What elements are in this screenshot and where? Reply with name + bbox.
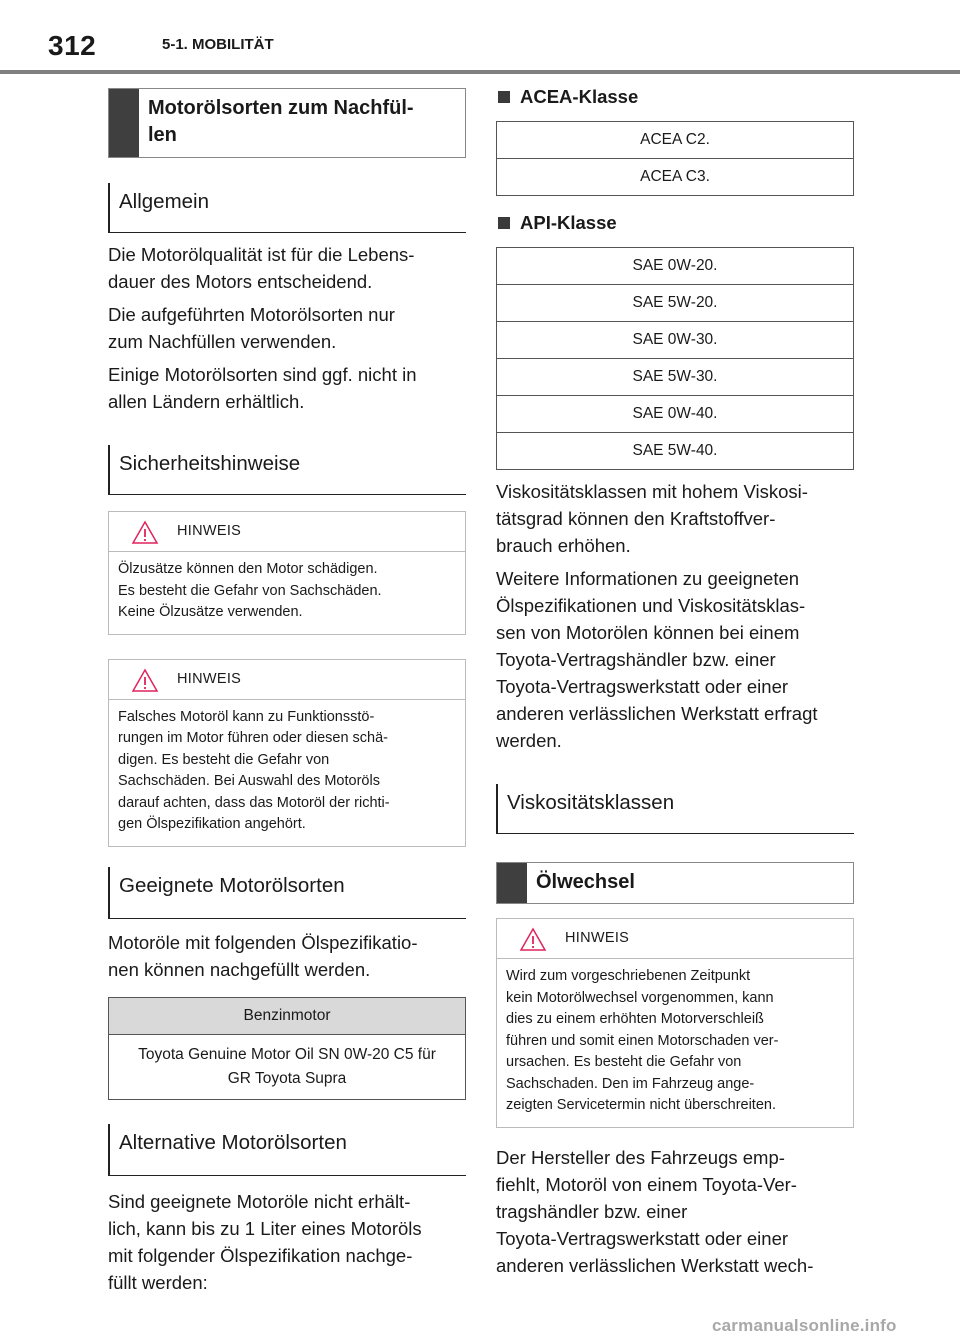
acea-table [496, 121, 854, 196]
bullet-square [498, 217, 510, 229]
petrol-engine-table [108, 997, 466, 1100]
table-row: ACEA C2. [640, 131, 710, 148]
suitable-oils-paragraph: Motoröle mit folgenden Ölspezifikatio- nen können nachgefüllt werden. [108, 931, 418, 980]
table-row: SAE 0W-20. [632, 257, 718, 274]
watermark: carmanualsonline.info [712, 1316, 897, 1335]
warning-icon [131, 520, 159, 545]
viscosity-heading: Viskositätsklassen [496, 784, 854, 834]
right-column [496, 86, 854, 1279]
table-cell: Toyota Genuine Motor Oil SN 0W-20 C5 für GR Toyota Supra [109, 1034, 465, 1099]
main-heading-box [108, 88, 466, 158]
notice-title: HINWEIS [565, 930, 630, 946]
general-paragraph-3: Einige Motorölsorten sind ggf. nicht in allen Ländern erhältlich. [108, 364, 417, 412]
notice-box [496, 918, 854, 1128]
header-divider [0, 70, 960, 74]
notice-text: Falsches Motoröl kann zu Funktionsstö- rungen im Motor führen oder diesen schä- digen. Es besteht die Gefahr von Sachschäden. Bei Auswahl des Motoröls darauf achten, dass das Motoröl der richti- gen Ölspezifikation angehört. [118, 708, 390, 832]
heading-bar [497, 863, 527, 903]
general-paragraph-2: Die aufgeführten Motorölsorten nur zum Nachfüllen verwenden. [108, 304, 395, 352]
notice-header [109, 660, 465, 700]
table-row: SAE 5W-20. [497, 284, 853, 321]
suitable-oils-heading: Geeignete Motorölsorten [108, 867, 466, 919]
bullet-square [498, 91, 510, 103]
notice-header [109, 512, 465, 552]
notice-title: HINWEIS [177, 523, 242, 539]
api-heading [496, 212, 854, 234]
alternative-oils-heading: Alternative Motorölsorten [108, 1124, 466, 1176]
acea-heading [496, 86, 854, 108]
table-row: ACEA C3. [497, 158, 853, 195]
oil-change-heading: Ölwechsel [536, 871, 635, 893]
notice-box [108, 511, 466, 635]
table-header: Benzinmotor [109, 998, 465, 1034]
acea-heading-text: ACEA-Klasse [520, 86, 639, 107]
notice-text: Wird zum vorgeschriebenen Zeitpunkt kein Motorölwechsel vorgenommen, kann dies zu einem erhöhten Motorverschleiß führen und somit einen Motorschaden ver- ursachen. Es besteht die Gefahr von Sachschaden. Den im Fahrzeug ange- zeigten Servicetermin nicht überschreiten. [506, 968, 779, 1113]
page-number: 312 [48, 30, 97, 61]
general-heading: Allgemein [108, 183, 466, 233]
section-title: 5-1. MOBILITÄT [162, 36, 274, 53]
heading-bar [109, 89, 139, 157]
api-table [496, 247, 854, 470]
table-row: SAE 0W-40. [497, 395, 853, 432]
warning-icon [131, 668, 159, 693]
viscosity-paragraph: Viskositätsklassen mit hohem Viskosi- tätsgrad können den Kraftstoffver- brauch erhöhen. [496, 481, 808, 556]
left-column [108, 88, 466, 1296]
warning-icon [519, 927, 547, 952]
table-row: SAE 0W-30. [497, 321, 853, 358]
main-heading: Motorölsorten zum Nachfül- len [148, 97, 414, 146]
notice-header [497, 919, 853, 959]
api-heading-text: API-Klasse [520, 212, 617, 233]
table-row: SAE 5W-30. [497, 358, 853, 395]
page-header [0, 0, 960, 76]
general-paragraph-1: Die Motorölqualität ist für die Lebens- dauer des Motors entscheidend. [108, 244, 415, 292]
table-row: SAE 5W-40. [497, 432, 853, 469]
notice-title: HINWEIS [177, 670, 242, 687]
information-paragraph: Weitere Informationen zu geeigneten Ölspezifikationen und Viskositätsklas- sen von Motorölen können bei einem Toyota-Vertragshändler bzw. einer Toyota-Vertragswerkstatt oder einer anderen verlässlichen Werkstatt erfragt werden. [496, 568, 818, 751]
closing-paragraph: Der Hersteller des Fahrzeugs emp- fiehlt, Motoröl von einem Toyota-Ver- tragshändler bzw. einer Toyota-Vertragswerkstatt oder einer anderen verlässlichen Werkstatt wech- [496, 1146, 814, 1276]
notice-text: Ölzusätze können den Motor schädigen. Es besteht die Gefahr von Sachschäden. Keine Ölzusätze verwenden. [118, 561, 382, 620]
notice-box [108, 659, 466, 847]
alternative-oils-paragraph: Sind geeignete Motoröle nicht erhält- lich, kann bis zu 1 Liter eines Motoröls mit folgender Ölspezifikation nachge- füllt werden: [108, 1190, 422, 1293]
oil-change-heading-box [496, 862, 854, 904]
safety-heading: Sicherheitshinweise [108, 445, 466, 495]
